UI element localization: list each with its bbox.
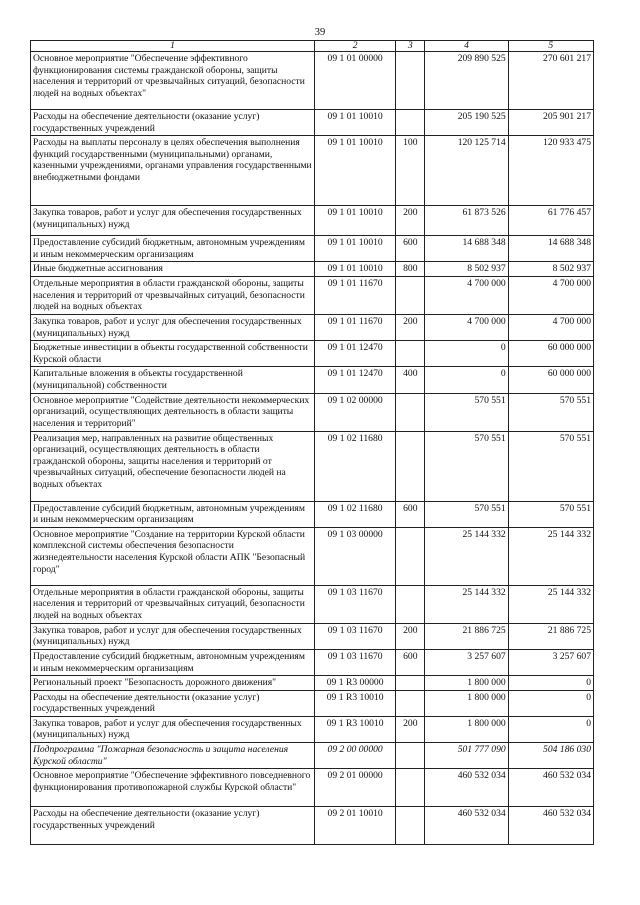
row-name: Расходы на обеспечение деятельности (оказание услуг) государственных учреждений (31, 807, 315, 845)
table-row (31, 206, 594, 236)
table-row (31, 676, 594, 691)
table-header-row (31, 41, 594, 52)
table-row (31, 623, 594, 649)
row-expense-type (396, 110, 425, 136)
row-name: Расходы на обеспечение деятельности (оказание услуг) государственных учреждений (31, 110, 315, 136)
row-name: Иные бюджетные ассигнования (31, 262, 315, 277)
row-name: Закупка товаров, работ и услуг для обеспечения государственных (муниципальных) нужд (31, 314, 315, 340)
row-code: 09 1 03 11670 (315, 585, 396, 623)
row-code: 09 1 01 10010 (315, 136, 396, 206)
table-row (31, 431, 594, 501)
row-amount-year-2: 21 886 725 (508, 623, 593, 649)
row-code: 09 1 01 10010 (315, 110, 396, 136)
row-code: 09 2 00 00000 (315, 743, 396, 769)
row-expense-type (396, 276, 425, 314)
row-amount-year-2: 0 (508, 676, 593, 691)
row-name: Закупка товаров, работ и услуг для обеспечения государственных (муниципальных) нужд (31, 716, 315, 742)
row-amount-year-2: 570 551 (508, 431, 593, 501)
row-code: 09 1 01 00000 (315, 52, 396, 110)
row-amount-year-1: 570 551 (425, 431, 508, 501)
row-expense-type (396, 431, 425, 501)
row-amount-year-2: 60 000 000 (508, 341, 593, 367)
row-amount-year-1: 460 532 034 (425, 769, 508, 807)
row-amount-year-1: 570 551 (425, 501, 508, 527)
row-amount-year-1: 209 890 525 (425, 52, 508, 110)
row-amount-year-1: 0 (425, 341, 508, 367)
row-code: 09 1 02 11680 (315, 431, 396, 501)
row-expense-type: 600 (396, 649, 425, 675)
table-row (31, 52, 594, 110)
row-amount-year-2: 504 186 030 (508, 743, 593, 769)
row-expense-type: 200 (396, 716, 425, 742)
table-row (31, 341, 594, 367)
row-name: Капитальные вложения в объекты государственной (муниципальной) собственности (31, 367, 315, 393)
row-amount-year-1: 1 800 000 (425, 676, 508, 691)
table-row (31, 690, 594, 716)
row-amount-year-2: 25 144 332 (508, 527, 593, 585)
header-col-5: 5 (508, 41, 593, 52)
header-col-1: 1 (31, 41, 315, 52)
row-amount-year-2: 0 (508, 690, 593, 716)
row-expense-type: 200 (396, 314, 425, 340)
row-amount-year-1: 0 (425, 367, 508, 393)
row-amount-year-2: 25 144 332 (508, 585, 593, 623)
row-expense-type: 400 (396, 367, 425, 393)
row-name: Расходы на обеспечение деятельности (оказание услуг) государственных учреждений (31, 690, 315, 716)
row-amount-year-1: 25 144 332 (425, 527, 508, 585)
row-code: 09 1 01 12470 (315, 367, 396, 393)
row-name: Закупка товаров, работ и услуг для обеспечения государственных (муниципальных) нужд (31, 206, 315, 236)
table-row (31, 314, 594, 340)
table-row (31, 136, 594, 206)
row-code: 09 2 01 10010 (315, 807, 396, 845)
table-row (31, 769, 594, 807)
row-code: 09 1 03 11670 (315, 649, 396, 675)
row-expense-type: 600 (396, 501, 425, 527)
row-expense-type (396, 769, 425, 807)
table-row (31, 393, 594, 431)
row-amount-year-2: 460 532 034 (508, 769, 593, 807)
row-expense-type: 800 (396, 262, 425, 277)
table-row (31, 367, 594, 393)
table-row (31, 527, 594, 585)
row-amount-year-2: 61 776 457 (508, 206, 593, 236)
table-row (31, 585, 594, 623)
row-name: Предоставление субсидий бюджетным, автономным учреждениям и иным некоммерческим организациям (31, 501, 315, 527)
table-row (31, 716, 594, 742)
row-expense-type (396, 690, 425, 716)
row-amount-year-1: 25 144 332 (425, 585, 508, 623)
row-code: 09 1 03 11670 (315, 623, 396, 649)
row-expense-type (396, 341, 425, 367)
row-expense-type: 200 (396, 623, 425, 649)
row-amount-year-1: 501 777 090 (425, 743, 508, 769)
row-amount-year-2: 3 257 607 (508, 649, 593, 675)
row-amount-year-1: 1 800 000 (425, 716, 508, 742)
row-expense-type (396, 585, 425, 623)
page-number: 39 (314, 27, 326, 38)
header-col-4: 4 (425, 41, 508, 52)
row-amount-year-1: 8 502 937 (425, 262, 508, 277)
header-col-2: 2 (315, 41, 396, 52)
row-amount-year-2: 460 532 034 (508, 807, 593, 845)
row-code: 09 2 01 00000 (315, 769, 396, 807)
row-expense-type: 100 (396, 136, 425, 206)
table-row (31, 110, 594, 136)
row-expense-type: 600 (396, 236, 425, 262)
row-amount-year-1: 460 532 034 (425, 807, 508, 845)
row-amount-year-2: 570 551 (508, 393, 593, 431)
row-amount-year-1: 4 700 000 (425, 314, 508, 340)
table-row (31, 262, 594, 277)
row-expense-type (396, 743, 425, 769)
row-code: 09 1 R3 10010 (315, 690, 396, 716)
row-name: Предоставление субсидий бюджетным, автономным учреждениям и иным некоммерческим организациям (31, 236, 315, 262)
row-code: 09 1 01 11670 (315, 276, 396, 314)
row-name: Предоставление субсидий бюджетным, автономным учреждениям и иным некоммерческим организациям (31, 649, 315, 675)
row-expense-type (396, 807, 425, 845)
row-name: Расходы на выплаты персоналу в целях обеспечения выполнения функций государственными (муниципальными) органами, казенными учреждениями, органами управления государственными внебюджетными фондами (31, 136, 315, 206)
row-name: Основное мероприятие "Обеспечение эффективного функционирования системы гражданской обороны, защиты населения и территорий от чрезвычайных ситуаций, безопасности людей на водных объектах" (31, 52, 315, 110)
row-amount-year-2: 8 502 937 (508, 262, 593, 277)
row-amount-year-1: 4 700 000 (425, 276, 508, 314)
table-row (31, 807, 594, 845)
row-amount-year-2: 4 700 000 (508, 276, 593, 314)
row-code: 09 1 03 00000 (315, 527, 396, 585)
row-amount-year-2: 60 000 000 (508, 367, 593, 393)
row-code: 09 1 01 10010 (315, 236, 396, 262)
row-amount-year-1: 61 873 526 (425, 206, 508, 236)
row-amount-year-1: 14 688 348 (425, 236, 508, 262)
row-name: Бюджетные инвестиции в объекты государственной собственности Курской области (31, 341, 315, 367)
table-row (31, 501, 594, 527)
row-expense-type (396, 52, 425, 110)
row-name: Основное мероприятие "Содействие деятельности некоммерческих организаций, осуществляющих деятельность в области защиты населения и территорий" (31, 393, 315, 431)
row-expense-type: 200 (396, 206, 425, 236)
row-name: Реализация мер, направленных на развитие общественных организаций, осуществляющих деятельность в области гражданской обороны, защиты населения и территорий от чрезвычайных ситуаций, обеспечение безопасности людей на водных объектах (31, 431, 315, 501)
row-amount-year-1: 570 551 (425, 393, 508, 431)
row-amount-year-2: 120 933 475 (508, 136, 593, 206)
row-amount-year-2: 270 601 217 (508, 52, 593, 110)
row-amount-year-2: 0 (508, 716, 593, 742)
row-amount-year-1: 120 125 714 (425, 136, 508, 206)
row-amount-year-1: 1 800 000 (425, 690, 508, 716)
header-col-3: 3 (396, 41, 425, 52)
table-row (31, 276, 594, 314)
row-code: 09 1 01 10010 (315, 262, 396, 277)
row-name: Закупка товаров, работ и услуг для обеспечения государственных (муниципальных) нужд (31, 623, 315, 649)
row-expense-type (396, 676, 425, 691)
row-name: Отдельные мероприятия в области гражданской обороны, защиты населения и территорий от чрезвычайных ситуаций, безопасности людей на водных объектах (31, 276, 315, 314)
row-amount-year-2: 570 551 (508, 501, 593, 527)
row-amount-year-1: 205 190 525 (425, 110, 508, 136)
row-code: 09 1 R3 10010 (315, 716, 396, 742)
row-amount-year-2: 4 700 000 (508, 314, 593, 340)
table-row (31, 236, 594, 262)
row-amount-year-2: 14 688 348 (508, 236, 593, 262)
row-name: Подпрограмма "Пожарная безопасность и защита населения Курской области" (31, 743, 315, 769)
budget-table (30, 40, 594, 845)
row-expense-type (396, 393, 425, 431)
row-name: Основное мероприятие "Обеспечение эффективного повседневного функционирования противопожарной службы Курской области" (31, 769, 315, 807)
row-name: Основное мероприятие "Создание на территории Курской области комплексной системы обеспечения безопасности жизнедеятельности населения Курской области АПК "Безопасный город" (31, 527, 315, 585)
row-amount-year-1: 3 257 607 (425, 649, 508, 675)
table-row (31, 743, 594, 769)
row-code: 09 1 01 12470 (315, 341, 396, 367)
row-code: 09 1 02 11680 (315, 501, 396, 527)
row-code: 09 1 02 00000 (315, 393, 396, 431)
row-code: 09 1 01 11670 (315, 314, 396, 340)
row-code: 09 1 01 10010 (315, 206, 396, 236)
row-name: Региональный проект "Безопасность дорожного движения" (31, 676, 315, 691)
row-expense-type (396, 527, 425, 585)
table-row (31, 649, 594, 675)
row-amount-year-1: 21 886 725 (425, 623, 508, 649)
row-name: Отдельные мероприятия в области гражданской обороны, защиты населения и территорий от чрезвычайных ситуаций, безопасности людей на водных объектах (31, 585, 315, 623)
row-amount-year-2: 205 901 217 (508, 110, 593, 136)
row-code: 09 1 R3 00000 (315, 676, 396, 691)
